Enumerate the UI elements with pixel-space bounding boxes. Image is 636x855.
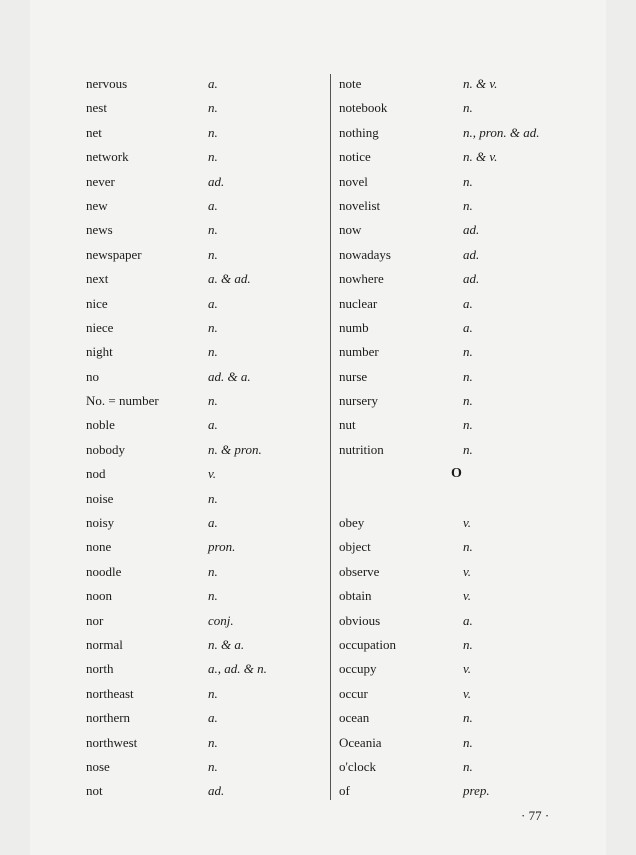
entry-word: nobody xyxy=(86,441,125,457)
entry-word: of xyxy=(339,783,350,799)
entry-word: notebook xyxy=(339,100,388,116)
entry-word: network xyxy=(86,149,129,165)
entry-part-of-speech: n. xyxy=(208,685,218,701)
entry-part-of-speech: a. xyxy=(208,76,218,91)
entry-part-of-speech: n. xyxy=(208,758,218,774)
entry-part-of-speech: a. & ad. xyxy=(208,271,251,287)
entry-word: o'clock xyxy=(339,758,376,774)
entry-word: nor xyxy=(86,612,104,628)
entry-word: newspaper xyxy=(86,246,142,262)
entry-word: ocean xyxy=(339,710,370,726)
entry-word: normal xyxy=(86,636,123,652)
entry-word: noise xyxy=(86,490,114,506)
entry-part-of-speech: n. & v. xyxy=(463,149,498,165)
entry-part-of-speech: a. xyxy=(463,612,473,628)
entry-part-of-speech: v. xyxy=(463,685,472,701)
entry-part-of-speech: a. xyxy=(208,710,218,726)
entry-word: observe xyxy=(339,563,380,579)
entry-part-of-speech: n. xyxy=(463,417,473,433)
entry-word: No. = number xyxy=(86,393,159,409)
entry-word: none xyxy=(86,539,112,555)
entry-part-of-speech: ad. xyxy=(208,173,225,189)
entry-word: object xyxy=(339,539,371,555)
entry-part-of-speech: n. xyxy=(463,734,473,750)
entry-word: nuclear xyxy=(339,295,378,311)
entry-word: number xyxy=(339,344,379,360)
entry-part-of-speech: n. & pron. xyxy=(208,441,262,457)
entry-word: occupy xyxy=(339,661,377,677)
entry-word: noble xyxy=(86,417,115,433)
entry-part-of-speech: n. xyxy=(208,393,218,409)
entry-part-of-speech: n. xyxy=(208,124,218,140)
entry-word: now xyxy=(339,222,362,238)
entry-part-of-speech: ad. & a. xyxy=(208,368,251,384)
column-divider xyxy=(330,74,331,800)
entry-word: nowhere xyxy=(339,271,384,287)
entry-word: nutrition xyxy=(339,441,384,457)
entry-word: nice xyxy=(86,295,108,311)
entry-part-of-speech: ad. xyxy=(463,222,480,238)
entry-word: news xyxy=(86,222,113,238)
entry-word: notice xyxy=(339,149,371,165)
entry-word: obtain xyxy=(339,588,372,604)
entry-part-of-speech: n. xyxy=(208,344,218,360)
entry-part-of-speech: n., pron. & ad. xyxy=(463,124,540,140)
entry-part-of-speech: v. xyxy=(463,563,472,579)
entry-part-of-speech: n. xyxy=(208,222,218,238)
entry-word: night xyxy=(86,344,113,360)
entry-part-of-speech: n. xyxy=(463,710,473,726)
entry-word: nest xyxy=(86,100,107,116)
entry-word: nothing xyxy=(339,124,379,140)
entry-word: nut xyxy=(339,417,356,433)
entry-word: obvious xyxy=(339,612,381,628)
section-letter: O xyxy=(451,466,462,482)
entry-word: noon xyxy=(86,588,112,604)
entry-part-of-speech: n. xyxy=(463,173,473,189)
entry-part-of-speech: n. xyxy=(463,636,473,652)
entry-word: nowadays xyxy=(339,246,391,262)
entry-part-of-speech: n. xyxy=(208,100,218,116)
entry-word: net xyxy=(86,124,102,140)
entry-part-of-speech: n. xyxy=(463,100,473,116)
entry-part-of-speech: a. xyxy=(208,417,218,433)
entry-word: northeast xyxy=(86,685,134,701)
entry-word: occupation xyxy=(339,636,397,652)
entry-part-of-speech: n. xyxy=(208,246,218,262)
entry-word: nod xyxy=(86,466,106,482)
entry-part-of-speech: v. xyxy=(463,515,472,531)
entry-word: Oceania xyxy=(339,734,382,750)
entry-word: nervous xyxy=(86,76,128,91)
entry-word: north xyxy=(86,661,114,677)
entry-word: novel xyxy=(339,173,368,189)
entry-part-of-speech: v. xyxy=(463,588,472,604)
entry-word: not xyxy=(86,783,103,799)
entry-part-of-speech: n. xyxy=(463,758,473,774)
entry-word: obey xyxy=(339,515,365,531)
entry-part-of-speech: a. xyxy=(208,295,218,311)
entry-part-of-speech: n. & v. xyxy=(463,76,498,91)
entry-part-of-speech: a. xyxy=(463,295,473,311)
entry-word: note xyxy=(339,76,362,91)
entry-word: novelist xyxy=(339,197,381,213)
entry-part-of-speech: n. xyxy=(208,490,218,506)
entry-part-of-speech: ad. xyxy=(463,271,480,287)
entry-part-of-speech: n. xyxy=(463,197,473,213)
entry-part-of-speech: n. xyxy=(463,539,473,555)
entry-word: noodle xyxy=(86,563,122,579)
entry-part-of-speech: n. xyxy=(463,368,473,384)
page-number: · 77 · xyxy=(521,808,550,823)
entry-part-of-speech: ad. xyxy=(208,783,225,799)
entry-part-of-speech: a. xyxy=(208,515,218,531)
entry-part-of-speech: n. xyxy=(208,734,218,750)
entry-part-of-speech: a. xyxy=(208,197,218,213)
entry-part-of-speech: a. xyxy=(463,319,473,335)
entry-part-of-speech: n. xyxy=(208,588,218,604)
entry-word: northwest xyxy=(86,734,138,750)
entry-word: nurse xyxy=(339,368,368,384)
entry-word: next xyxy=(86,271,109,287)
entry-part-of-speech: n. xyxy=(208,149,218,165)
entry-word: new xyxy=(86,197,108,213)
entry-word: numb xyxy=(339,319,369,335)
entry-part-of-speech: pron. xyxy=(208,539,236,555)
entry-part-of-speech: v. xyxy=(208,466,217,482)
entry-part-of-speech: n. xyxy=(463,441,473,457)
entry-part-of-speech: prep. xyxy=(463,783,490,799)
entry-word: niece xyxy=(86,319,114,335)
entry-part-of-speech: a., ad. & n. xyxy=(208,661,267,677)
entry-part-of-speech: n. & a. xyxy=(208,636,245,652)
entry-word: noisy xyxy=(86,515,115,531)
entry-word: occur xyxy=(339,685,368,701)
entry-word: northern xyxy=(86,710,131,726)
entry-part-of-speech: ad. xyxy=(463,246,480,262)
entry-part-of-speech: v. xyxy=(463,661,472,677)
entry-word: nursery xyxy=(339,393,378,409)
entry-part-of-speech: n. xyxy=(463,393,473,409)
entry-word: no xyxy=(86,368,99,384)
entry-part-of-speech: n. xyxy=(208,563,218,579)
entry-word: never xyxy=(86,173,115,189)
entry-word: nose xyxy=(86,758,110,774)
entry-part-of-speech: conj. xyxy=(208,612,234,628)
entry-part-of-speech: n. xyxy=(208,319,218,335)
entry-part-of-speech: n. xyxy=(463,344,473,360)
